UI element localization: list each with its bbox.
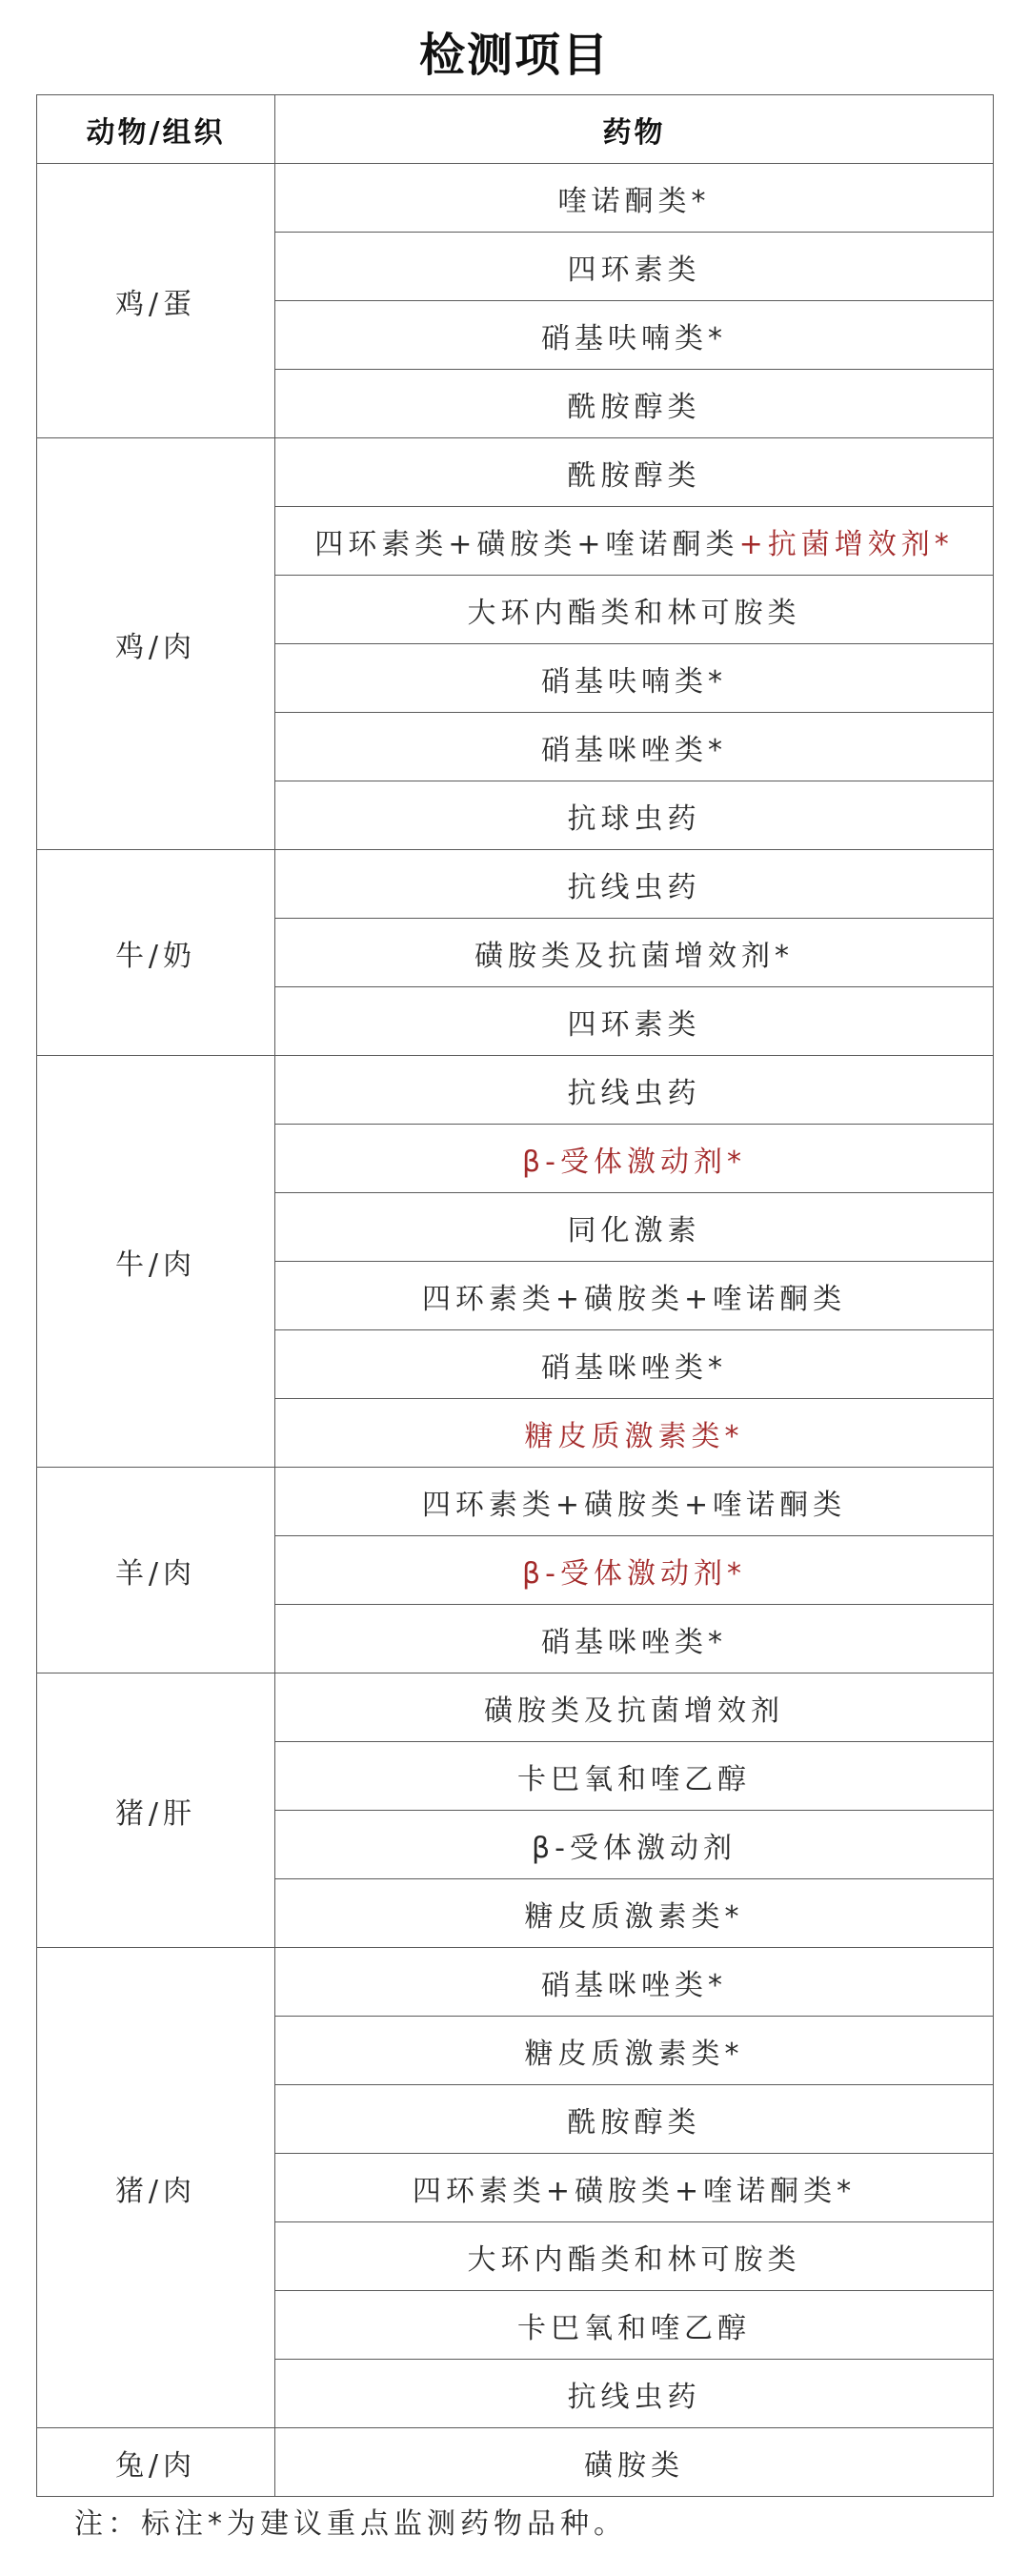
drug-cell — [275, 1056, 994, 1125]
animal-tissue-cell: 牛/奶 — [37, 850, 275, 1056]
drug-text: 酰胺醇类 — [567, 2105, 701, 2140]
drug-cell — [275, 987, 994, 1056]
drug-cell — [275, 1948, 994, 2017]
table-row — [37, 850, 994, 919]
drug-text: 磺胺类及抗菌增效剂 — [484, 1694, 784, 1728]
drug-text: 四环素类+磺胺类+喹诺酮类 — [421, 1488, 847, 1522]
drug-cell — [275, 1811, 994, 1879]
header-drug: 药物 — [275, 95, 994, 164]
table-body — [37, 164, 994, 2497]
drug-text: 喹诺酮类* — [557, 184, 711, 218]
animal-tissue-cell: 鸡/肉 — [37, 438, 275, 850]
drug-text: 卡巴氧和喹乙醇 — [517, 2311, 751, 2345]
drug-cell — [275, 576, 994, 644]
drug-text: 大环内酯类和林可胺类 — [467, 2242, 801, 2277]
drug-cell — [275, 781, 994, 850]
drug-text: 磺胺类及抗菌增效剂* — [474, 939, 794, 973]
drug-text: 磺胺类 — [584, 2448, 684, 2483]
drug-cell — [275, 1742, 994, 1811]
drug-text: 四环素类+磺胺类+喹诺酮类 — [421, 1282, 847, 1316]
test-items-table — [36, 94, 994, 2497]
drug-cell — [275, 1193, 994, 1262]
animal-tissue-cell: 牛/肉 — [37, 1056, 275, 1468]
drug-cell — [275, 301, 994, 370]
drug-cell — [275, 1879, 994, 1948]
animal-tissue-cell: 猪/肉 — [37, 1948, 275, 2428]
drug-cell — [275, 1468, 994, 1536]
drug-cell — [275, 2428, 994, 2497]
animal-tissue-cell: 羊/肉 — [37, 1468, 275, 1673]
drug-cell — [275, 507, 994, 576]
drug-text: 抗线虫药 — [567, 1076, 701, 1110]
drug-text: 硝基呋喃类* — [541, 321, 727, 355]
animal-tissue-cell: 鸡/蛋 — [37, 164, 275, 438]
table-row — [37, 164, 994, 233]
drug-cell — [275, 1536, 994, 1605]
drug-cell — [275, 919, 994, 987]
page-title: 检测项目 — [418, 29, 610, 82]
table-header-row — [37, 95, 994, 164]
drug-text: 糖皮质激素类* — [524, 1899, 744, 1934]
drug-text: 四环素类 — [567, 253, 701, 287]
table-row — [37, 1056, 994, 1125]
animal-tissue-cell: 猪/肝 — [37, 1673, 275, 1948]
drug-cell — [275, 2085, 994, 2154]
drug-cell — [275, 850, 994, 919]
footnote: 注：标注*为建议重点监测药物品种。 — [74, 2507, 627, 2541]
drug-cell — [275, 2222, 994, 2291]
drug-text: 硝基咪唑类* — [541, 1968, 727, 2002]
drug-text: 抗球虫药 — [567, 801, 701, 836]
drug-cell — [275, 2154, 994, 2222]
drug-text: 硝基咪唑类* — [541, 1625, 727, 1659]
drug-text: 硝基呋喃类* — [541, 664, 727, 699]
drug-cell — [275, 1330, 994, 1399]
drug-text-highlighted: 糖皮质激素类* — [524, 1419, 744, 1453]
drug-text: 硝基咪唑类* — [541, 733, 727, 767]
drug-text-highlighted: β-受体激动剂* — [522, 1145, 746, 1179]
table-row — [37, 1948, 994, 2017]
drug-cell — [275, 1125, 994, 1193]
table-row — [37, 1468, 994, 1536]
drug-text: β-受体激动剂 — [532, 1831, 736, 1865]
drug-text-highlighted: +抗菌增效剂* — [738, 527, 954, 561]
header-animal-tissue: 动物/组织 — [37, 95, 275, 164]
drug-text: 四环素类+磺胺类+喹诺酮类* — [412, 2174, 857, 2208]
drug-text: 同化激素 — [567, 1213, 701, 1247]
drug-cell — [275, 2291, 994, 2360]
drug-text: 酰胺醇类 — [567, 390, 701, 424]
drug-cell — [275, 233, 994, 301]
drug-cell — [275, 713, 994, 781]
drug-text: 酰胺醇类 — [567, 458, 701, 493]
drug-text: 抗线虫药 — [567, 2380, 701, 2414]
drug-cell — [275, 2360, 994, 2428]
drug-text: 大环内酯类和林可胺类 — [467, 596, 801, 630]
table-row — [37, 1673, 994, 1742]
drug-text: 卡巴氧和喹乙醇 — [517, 1762, 751, 1796]
drug-cell — [275, 438, 994, 507]
drug-cell — [275, 1673, 994, 1742]
drug-text: 四环素类 — [567, 1007, 701, 1042]
drug-cell — [275, 644, 994, 713]
drug-cell — [275, 164, 994, 233]
drug-text: 抗线虫药 — [567, 870, 701, 904]
drug-text-highlighted: β-受体激动剂* — [522, 1556, 746, 1591]
drug-cell — [275, 370, 994, 438]
animal-tissue-cell: 兔/肉 — [37, 2428, 275, 2497]
drug-cell — [275, 1262, 994, 1330]
drug-text: 硝基咪唑类* — [541, 1350, 727, 1385]
table-row — [37, 438, 994, 507]
drug-text: 四环素类+磺胺类+喹诺酮类 — [314, 527, 739, 561]
drug-cell — [275, 1399, 994, 1468]
drug-cell — [275, 1605, 994, 1673]
table-row — [37, 2428, 994, 2497]
drug-cell — [275, 2017, 994, 2085]
drug-text: 糖皮质激素类* — [524, 2037, 744, 2071]
